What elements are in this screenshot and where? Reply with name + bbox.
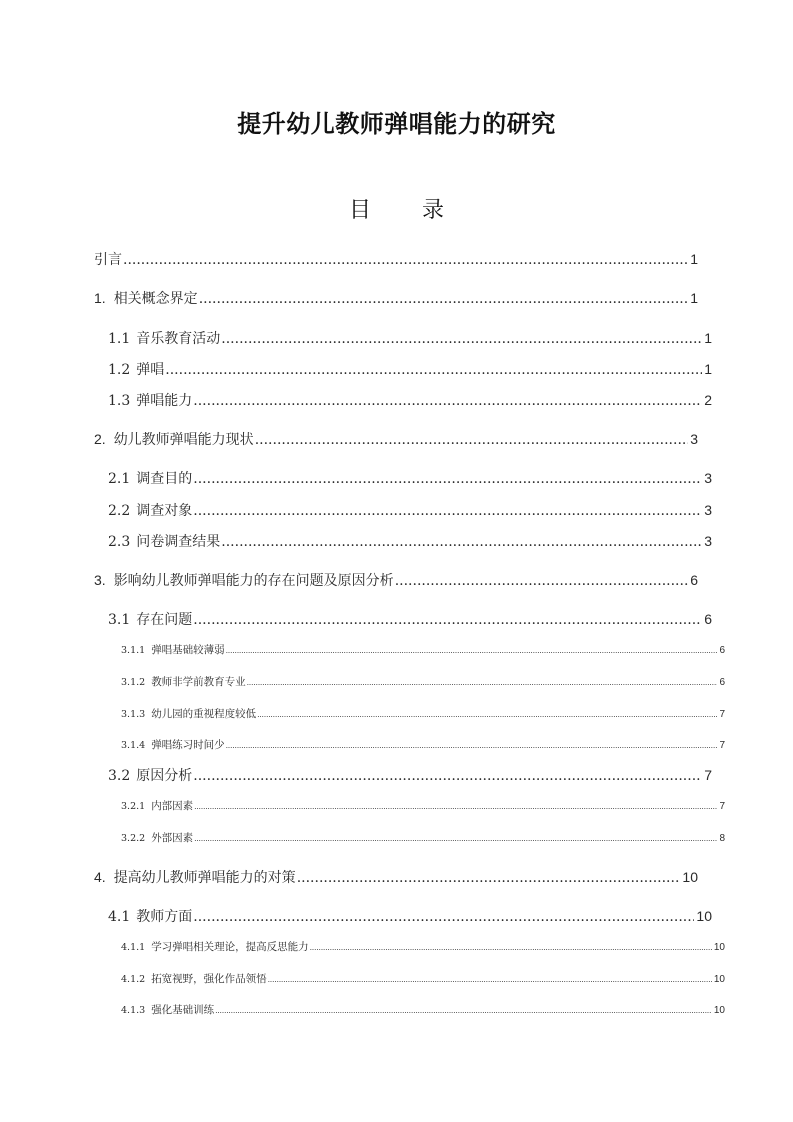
toc-entry-page: 3: [704, 533, 712, 549]
document-title: 提升幼儿教师弹唱能力的研究: [237, 110, 556, 138]
toc-entry[interactable]: [94, 867, 698, 887]
toc-entry-page: 3: [704, 470, 712, 486]
toc-entry-page: 6: [719, 677, 725, 688]
toc-entry-page: 3: [690, 431, 698, 447]
toc-entry[interactable]: [94, 906, 712, 926]
toc-entry-page: 10: [682, 869, 698, 885]
toc-entry-page: 1: [690, 251, 698, 267]
toc-entry-title: 教师非学前教育专业: [151, 676, 246, 688]
toc-entry-title: 音乐教育活动: [136, 331, 221, 347]
toc-leader: [221, 534, 702, 550]
toc-entry-title: 拓宽视野，强化作品领悟: [151, 973, 267, 985]
toc-entry-page: 6: [690, 572, 698, 588]
toc-entry-number: 2.1: [108, 471, 131, 487]
toc-entry[interactable]: [94, 1002, 725, 1017]
toc-entry[interactable]: [94, 765, 712, 785]
toc-entry[interactable]: [94, 500, 712, 520]
toc-entry-title: 弹唱基础较薄弱: [151, 644, 225, 656]
toc-entry-page: 10: [696, 908, 712, 924]
toc-entry[interactable]: [94, 390, 712, 410]
toc-entry-number: 2.2: [108, 503, 131, 519]
toc-leader: [199, 291, 689, 307]
toc-entry[interactable]: [94, 971, 725, 986]
toc-leader: [194, 803, 717, 811]
toc-entry-page: 6: [719, 645, 725, 656]
toc-entry-title: 存在问题: [136, 612, 193, 628]
toc-entry[interactable]: [94, 531, 712, 551]
toc-leader: [257, 711, 717, 719]
toc-entry-number: 4.1.3: [121, 1005, 146, 1016]
toc-entry-page: 10: [713, 942, 725, 953]
toc-leader: [226, 742, 718, 750]
toc-entry[interactable]: [94, 642, 725, 657]
toc-leader: [123, 252, 688, 268]
toc-entry[interactable]: [94, 737, 725, 752]
toc-entry-number: 4.1: [108, 909, 131, 925]
toc-leader: [215, 1007, 712, 1015]
toc-entry-page: 1: [704, 330, 712, 346]
toc-entry[interactable]: [94, 359, 712, 379]
toc-leader: [247, 679, 718, 687]
toc-entry[interactable]: [94, 570, 698, 590]
toc-leader: [193, 909, 694, 925]
toc-leader: [395, 573, 689, 589]
toc-entry[interactable]: [94, 288, 698, 308]
toc-entry-page: 7: [719, 801, 725, 812]
toc-entry-title: 调查对象: [136, 503, 193, 519]
toc-leader: [193, 471, 702, 487]
toc-leader: [221, 331, 702, 347]
toc-entry[interactable]: [94, 468, 712, 488]
toc-entry-number: 4.1.2: [121, 974, 146, 985]
toc-entry-number: 3.2.1: [121, 801, 146, 812]
toc-entry-page: 1: [704, 361, 712, 377]
toc-entry-number: 2.: [94, 431, 106, 447]
toc-entry[interactable]: [94, 328, 712, 348]
toc-entry-page: 1: [690, 290, 698, 306]
toc-entry-title: 原因分析: [136, 768, 193, 784]
toc-entry-number: 1.3: [108, 393, 131, 409]
toc-leader: [310, 944, 712, 952]
toc-entry-number: 3.1.3: [121, 709, 146, 720]
toc-leader: [193, 393, 702, 409]
toc-entry-title: 外部因素: [151, 832, 194, 844]
toc-leader: [194, 835, 717, 843]
toc-entry[interactable]: [94, 249, 698, 269]
toc-entry-number: 1.1: [108, 331, 131, 347]
toc-entry[interactable]: [94, 939, 725, 954]
toc-entry-title: 学习弹唱相关理论，提高反思能力: [151, 941, 309, 953]
toc-leader: [193, 503, 702, 519]
toc-entry-title: 相关概念界定: [113, 291, 198, 307]
toc-entry-title: 引言: [94, 252, 122, 268]
toc-entry[interactable]: [94, 706, 725, 721]
toc-entry-title: 内部因素: [151, 800, 194, 812]
toc-entry[interactable]: [94, 674, 725, 689]
toc-entry-page: 7: [704, 767, 712, 783]
toc-entry[interactable]: [94, 798, 725, 813]
toc-entry-page: 7: [719, 740, 725, 751]
toc-entry-title: 强化基础训练: [151, 1004, 215, 1016]
toc-entry-number: 3.1.4: [121, 740, 146, 751]
toc-entry[interactable]: [94, 609, 712, 629]
toc-entry-title: 提高幼儿教师弹唱能力的对策: [113, 870, 296, 886]
toc-entry-number: 4.1.1: [121, 942, 146, 953]
toc-leader: [268, 976, 712, 984]
toc-entry[interactable]: [94, 429, 698, 449]
toc-entry-number: 3.1.2: [121, 677, 146, 688]
toc-entry-title: 弹唱能力: [136, 393, 193, 409]
toc-leader: [226, 647, 718, 655]
toc-heading: 目 录: [349, 198, 466, 223]
toc-entry-title: 调查目的: [136, 471, 193, 487]
toc-entry-title: 影响幼儿教师弹唱能力的存在问题及原因分析: [113, 573, 394, 589]
toc-leader: [193, 612, 702, 628]
toc-entry-title: 问卷调查结果: [136, 534, 221, 550]
toc-entry[interactable]: [94, 830, 725, 845]
toc-entry-page: 3: [704, 502, 712, 518]
toc-entry-title: 教师方面: [136, 909, 193, 925]
toc-leader: [255, 432, 689, 448]
toc-entry-number: 3.2.2: [121, 833, 146, 844]
toc-entry-number: 4.: [94, 869, 106, 885]
toc-entry-title: 弹唱: [136, 362, 165, 378]
toc-entry-number: 3.1: [108, 612, 131, 628]
toc-entry-page: 2: [704, 392, 712, 408]
toc-leader: [193, 768, 702, 784]
toc-entry-number: 1.: [94, 290, 106, 306]
toc-entry-page: 7: [719, 709, 725, 720]
toc-entry-number: 3.: [94, 572, 106, 588]
toc-entry-number: 3.2: [108, 768, 131, 784]
toc-entry-title: 幼儿教师弹唱能力现状: [113, 432, 254, 448]
toc-entry-number: 3.1.1: [121, 645, 146, 656]
toc-entry-number: 2.3: [108, 534, 131, 550]
toc-entry-page: 8: [719, 833, 725, 844]
toc-entry-title: 幼儿园的重视程度较低: [151, 708, 257, 720]
toc-leader: [297, 870, 681, 886]
toc-entry-page: 10: [713, 1005, 725, 1016]
toc-entry-page: 6: [704, 611, 712, 627]
toc-leader: [165, 362, 702, 378]
toc-entry-page: 10: [713, 974, 725, 985]
toc-entry-title: 弹唱练习时间少: [151, 739, 225, 751]
toc-entry-number: 1.2: [108, 362, 131, 378]
